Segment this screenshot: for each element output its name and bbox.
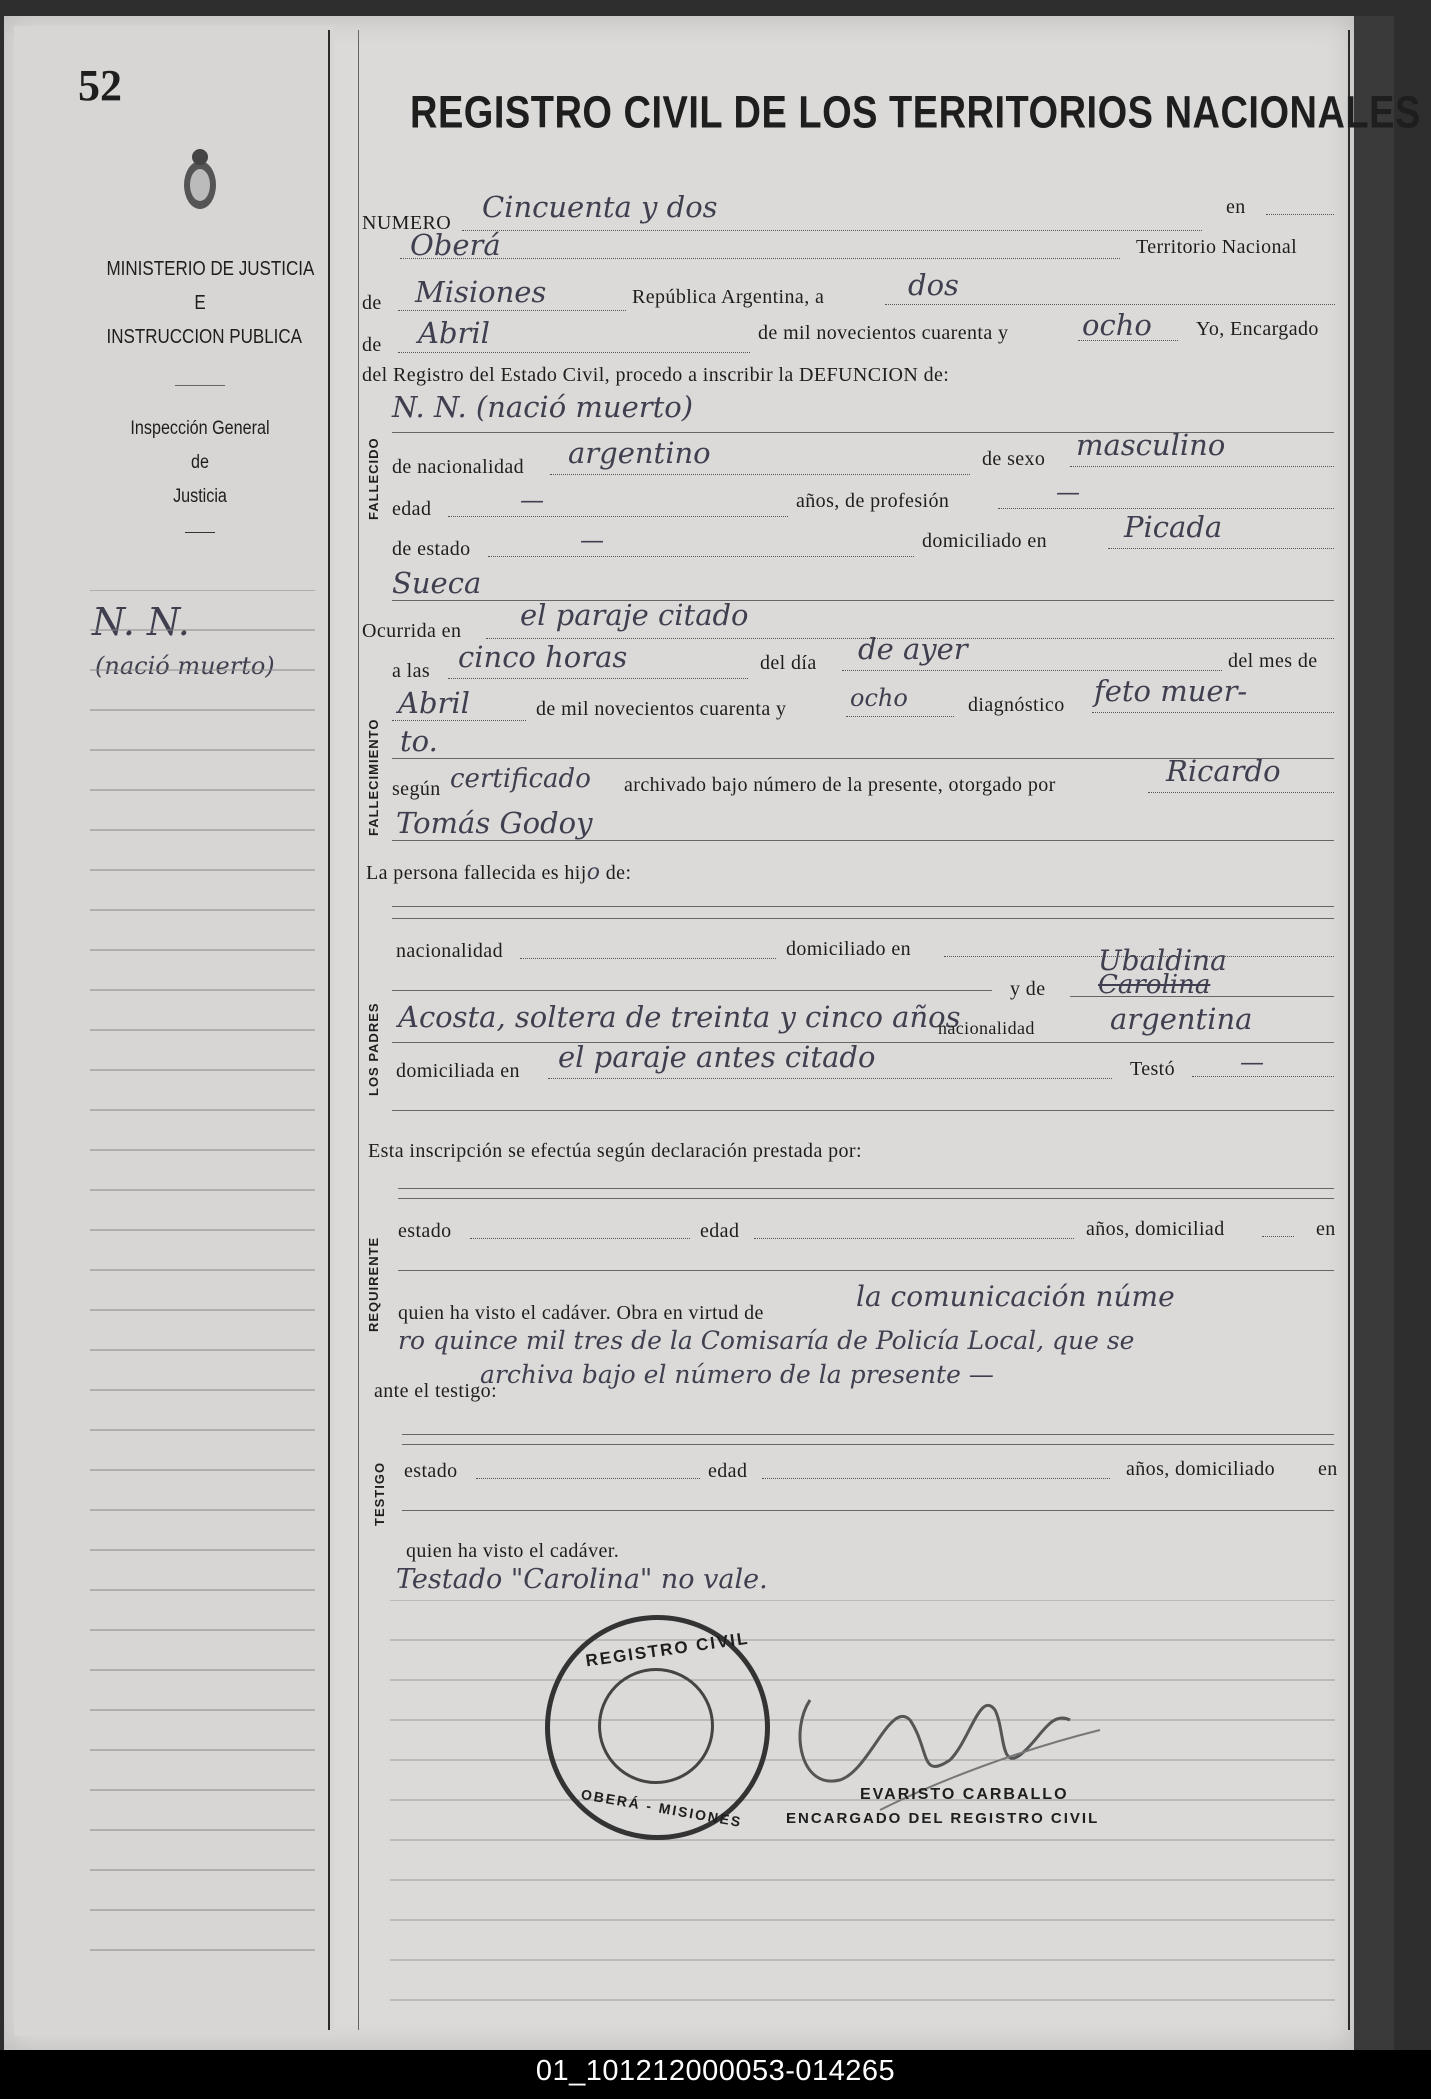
hw-testado: Testado "Carolina" no vale.: [396, 1564, 768, 1595]
margin-name: N. N.: [92, 600, 190, 644]
label-madre-domiciliada: domiciliada en: [396, 1060, 520, 1082]
rule: [392, 1110, 1334, 1111]
label-mil-nov: de mil novecientos cuarenta y: [758, 322, 1009, 344]
hw-lugar: Oberá: [410, 228, 501, 262]
label-domiciliado: domiciliado en: [922, 530, 1048, 552]
label-de-colon: de:: [605, 862, 632, 884]
hw-domicilio2: Sueca: [392, 566, 482, 600]
label-testigo-en: en: [1318, 1458, 1338, 1480]
section-requirente: REQUIRENTE: [366, 1236, 381, 1332]
label-de2: de: [362, 334, 382, 356]
rule: [402, 1434, 1334, 1435]
hw-ano-fall: ocho: [850, 684, 908, 712]
hw-mes-fall: Abril: [398, 686, 470, 720]
hw-hora: cinco horas: [458, 640, 628, 674]
right-border: [1348, 30, 1350, 2030]
hw-dia: dos: [908, 268, 959, 302]
book-edge: [1354, 16, 1394, 2050]
seal-inner-ring: [598, 1668, 714, 1784]
dotline: [488, 556, 914, 557]
rule: [392, 840, 1334, 841]
hw-obra-virtud3: archiva bajo el número de la presente —: [480, 1360, 994, 1389]
inner-divider: [358, 30, 359, 2030]
dotline: [998, 508, 1334, 509]
inspection-line2: de: [191, 452, 209, 473]
rule: [1070, 996, 1334, 997]
label-estado: de estado: [392, 538, 471, 560]
label-en: en: [1226, 196, 1246, 218]
hw-medico2: Tomás Godoy: [396, 806, 593, 840]
label-testigo-edad: edad: [708, 1460, 748, 1482]
label-y-de: y de: [1010, 978, 1046, 1000]
hw-numero: Cincuenta y dos: [482, 190, 718, 224]
hw-madre-tachado: Carolina: [1098, 970, 1211, 1000]
page-title: REGISTRO CIVIL DE LOS TERRITORIOS NACIONALES: [410, 88, 1421, 139]
rule: [402, 1510, 1334, 1511]
label-de: de: [362, 292, 382, 314]
rule: [392, 906, 1334, 907]
hw-dia-fall: de ayer: [858, 632, 968, 666]
label-madre-nacionalidad: nacionalidad: [938, 1018, 1035, 1038]
dotline: [1262, 1236, 1294, 1237]
dotline: [398, 352, 750, 353]
label-anos-profesion: años, de profesión: [796, 490, 950, 512]
hw-medico: Ricardo: [1166, 754, 1281, 788]
hw-edad: —: [520, 486, 544, 514]
ministry-line3: INSTRUCCION PUBLICA: [106, 326, 303, 348]
label-quien-ha-visto: quien ha visto el cadáver. Obra en virtud de: [398, 1302, 764, 1324]
rule: [402, 1444, 1334, 1445]
hw-nacionalidad: argentino: [568, 436, 711, 470]
signature-role: ENCARGADO DEL REGISTRO CIVIL: [786, 1810, 1100, 1827]
dotline: [520, 958, 776, 959]
dotline: [1070, 466, 1334, 467]
label-testigo-estado: estado: [404, 1460, 458, 1482]
section-fallecido: FALLECIDO: [366, 437, 381, 520]
hw-domicilio: Picada: [1124, 510, 1223, 544]
dotline: [1108, 548, 1334, 549]
hw-hijo-suffix: o: [586, 860, 601, 885]
label-a-las: a las: [392, 660, 431, 682]
dotline: [448, 516, 788, 517]
label-req-en: en: [1316, 1218, 1336, 1240]
dotline: [550, 474, 970, 475]
label-padre-domiciliado: domiciliado en: [786, 938, 912, 960]
hw-testo: —: [1240, 1048, 1264, 1076]
ministry-line2: E: [194, 292, 206, 314]
label-del-dia: del día: [760, 652, 817, 674]
side-divider: [175, 385, 225, 386]
dotline: [448, 678, 748, 679]
dotline: [470, 1238, 690, 1239]
margin-divider: [328, 30, 330, 2030]
dotline: [885, 304, 1335, 305]
inspection-line1: Inspección General: [130, 418, 270, 439]
signature-name: EVARISTO CARBALLO: [860, 1786, 1069, 1803]
hw-sexo: masculino: [1076, 428, 1226, 462]
label-ante-testigo: ante el testigo:: [374, 1380, 498, 1402]
dotline: [1266, 214, 1334, 215]
hw-mes: Abril: [418, 316, 490, 350]
label-sexo: de sexo: [982, 448, 1046, 470]
dotline: [762, 1478, 1110, 1479]
label-testigo-anos: años, domiciliado: [1126, 1458, 1275, 1480]
hw-ocurrida: el paraje citado: [520, 598, 749, 632]
coat-of-arms-icon: [180, 145, 220, 213]
label-req-estado: estado: [398, 1220, 452, 1242]
label-archivado: archivado bajo número de la presente, otorgado por: [624, 774, 1056, 796]
dotline: [1148, 792, 1334, 793]
label-republica: República Argentina, a: [632, 286, 825, 308]
dotline: [398, 310, 626, 311]
dotline: [400, 258, 1120, 259]
label-req-anos: años, domiciliad: [1086, 1218, 1225, 1240]
hw-madre-domicilio: el paraje antes citado: [558, 1040, 876, 1074]
label-persona-hija-text: La persona fallecida es hij: [366, 862, 587, 884]
hw-diagnostico2: to.: [400, 724, 438, 758]
section-los-padres: LOS PADRES: [366, 1002, 381, 1096]
label-numero: NUMERO: [362, 212, 452, 234]
margin-rulings: [90, 590, 320, 1990]
hw-madre-nombre: Ubaldina: [1098, 944, 1227, 977]
margin-note: (nació muerto): [95, 652, 275, 680]
hw-certificado: certificado: [450, 764, 591, 794]
hw-ano: ocho: [1082, 308, 1152, 342]
rule: [398, 1188, 1334, 1189]
hw-obra-virtud2: ro quince mil tres de la Comisaría de Policía Local, que se: [398, 1326, 1135, 1355]
side-divider-2: [185, 532, 215, 533]
label-req-edad: edad: [700, 1220, 740, 1242]
seal-top-text: REGISTRO CIVIL: [584, 1628, 751, 1671]
section-fallecimiento: FALLECIMIENTO: [366, 718, 381, 836]
label-testo: Testó: [1130, 1058, 1176, 1080]
label-mil-nov2: de mil novecientos cuarenta y: [536, 698, 787, 720]
seal-bottom-text: OBERÁ - MISIONES: [579, 1785, 744, 1831]
label-territorio: Territorio Nacional: [1136, 236, 1298, 258]
label-nacionalidad: de nacionalidad: [392, 456, 525, 478]
hw-diagnostico: feto muer-: [1094, 674, 1248, 708]
dotline: [476, 1478, 700, 1479]
label-segun: según: [392, 778, 441, 800]
dotline: [842, 670, 1222, 671]
hw-territorio: Misiones: [415, 275, 547, 309]
rule: [392, 990, 992, 991]
hw-nombre: N. N. (nació muerto): [392, 390, 694, 424]
section-testigo: TESTIGO: [372, 1461, 387, 1526]
label-del-mes: del mes de: [1228, 650, 1318, 672]
rule: [398, 1198, 1334, 1199]
page-number: 52: [78, 61, 122, 110]
hw-obra-virtud: la comunicación núme: [856, 1280, 1175, 1313]
dotline: [1192, 1076, 1334, 1077]
dotline: [548, 1078, 1112, 1079]
label-yo-encargado: Yo, Encargado: [1196, 318, 1319, 340]
label-padre-nacionalidad: nacionalidad: [396, 940, 503, 962]
label-quien-ha-visto2: quien ha visto el cadáver.: [406, 1540, 620, 1562]
image-caption: 01_101212000053-014265: [535, 2055, 896, 2087]
hw-madre-apellido: Acosta, soltera de treinta y cinco años: [398, 1000, 961, 1034]
dotline: [846, 716, 954, 717]
rule: [392, 918, 1334, 919]
dotline: [754, 1238, 1074, 1239]
label-diagnostico: diagnóstico: [968, 694, 1065, 716]
label-ocurrida: Ocurrida en: [362, 620, 462, 642]
dotline: [462, 230, 1202, 231]
label-edad: edad: [392, 498, 432, 520]
hw-profesion: —: [1056, 478, 1080, 506]
label-registro-line: del Registro del Estado Civil, procedo a inscribir la DEFUNCION de:: [362, 364, 950, 386]
hw-estado: —: [580, 526, 604, 554]
hw-madre-nacionalidad: argentina: [1110, 1002, 1253, 1036]
label-persona-hija: [366, 860, 631, 885]
inspection-line3: Justicia: [173, 486, 227, 507]
ministry-line1: MINISTERIO DE JUSTICIA: [106, 258, 315, 280]
dotline: [392, 720, 526, 721]
label-inscripcion: Esta inscripción se efectúa según declaración prestada por:: [368, 1140, 862, 1162]
dotline: [1092, 712, 1334, 713]
rule: [398, 1270, 1334, 1271]
